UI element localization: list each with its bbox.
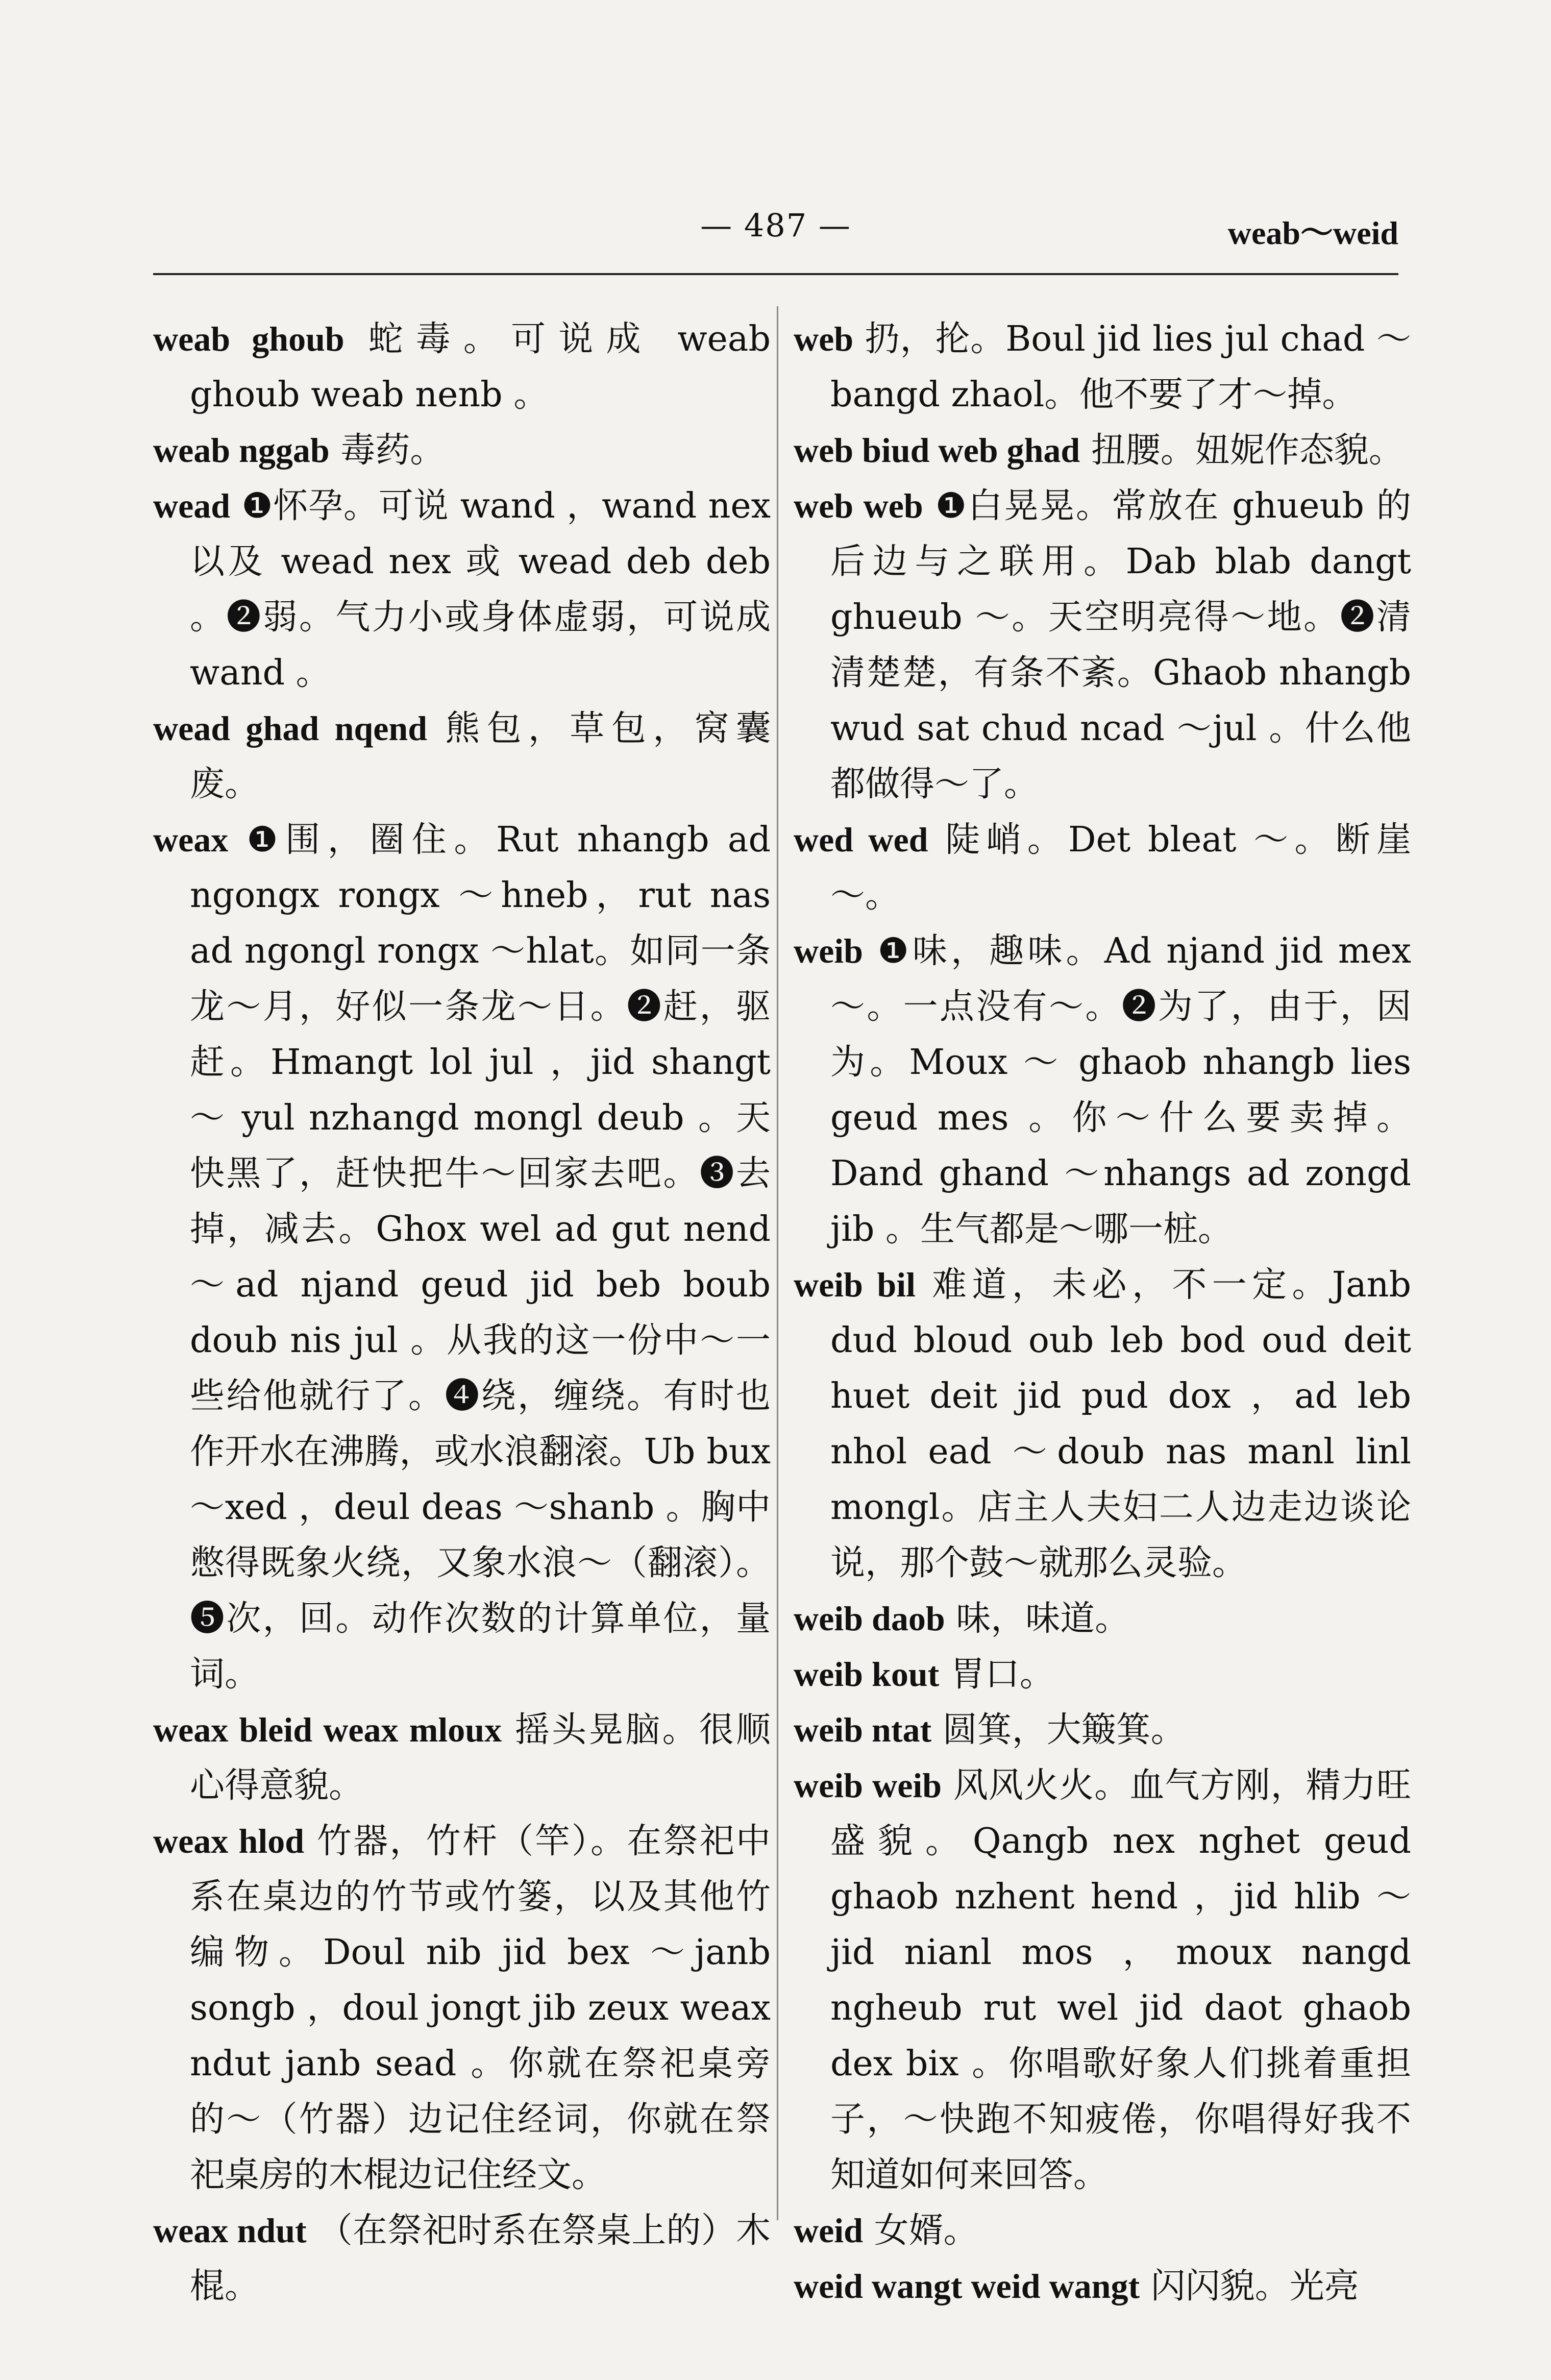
headword: weib ntat bbox=[794, 1710, 932, 1749]
headword: weax bbox=[153, 820, 229, 859]
definition: 扔，抡。Boul jid lies jul chad ～bangd zhaol。他不要了才～掉。 bbox=[830, 319, 1411, 415]
headword: weid wangt weid wangt bbox=[794, 2267, 1140, 2305]
definition: （在祭祀时系在祭桌上的）木棍。 bbox=[190, 2211, 771, 2307]
definition: 扭腰。妞妮作态貌。 bbox=[1091, 430, 1404, 471]
dictionary-entry bbox=[794, 311, 1411, 423]
dictionary-entry bbox=[794, 1758, 1411, 2203]
headword: wead ghad nqend bbox=[153, 709, 428, 748]
definition: 熊包，草包，窝囊废。 bbox=[190, 708, 771, 804]
dictionary-entry bbox=[153, 311, 771, 423]
dictionary-entry bbox=[794, 2203, 1411, 2259]
definition: 女婿。 bbox=[874, 2211, 978, 2251]
dictionary-entry bbox=[153, 701, 771, 812]
dictionary-entry bbox=[794, 1702, 1411, 1758]
dictionary-entry bbox=[153, 423, 771, 478]
definition: 摇头晃脑。很顺心得意貌。 bbox=[190, 1710, 771, 1806]
definition: 圆箕，大簸箕。 bbox=[942, 1710, 1186, 1750]
dictionary-entry bbox=[153, 812, 771, 1702]
headword: weib daob bbox=[794, 1599, 945, 1638]
dictionary-entry bbox=[153, 1813, 771, 2203]
dictionary-entry bbox=[794, 478, 1411, 812]
dictionary-entry bbox=[153, 1702, 771, 1813]
dictionary-entry bbox=[794, 923, 1411, 1257]
headword: web biud web ghad bbox=[794, 431, 1080, 470]
definition: ❶围，圈住。Rut nhangb ad ngongx rongx ～hneb，rut nas ad ngongl rongx ～hlat。如同一条龙～月，好似一条龙～日。❷赶，驱赶。Hmangt lol jul ，jid shangt ～ yul nzhangd mongl deub 。天快黑了，赶快把牛～回家去吧。❸去掉，减去。Ghox wel ad gut nend ～ad njand geud jid beb boub doub nis jul 。从我的这一份中～一些给他就行了。❹绕，缠绕。有时也作开水在沸腾，或水浪翻滚。Ub bux ～xed ，deul deas ～shanb 。胸中憋得既象火绕，又象水浪～（翻滚）。❺次，回。动作次数的计算单位，量词。 bbox=[190, 820, 771, 1695]
dictionary-entry bbox=[794, 2259, 1411, 2314]
headword: wed wed bbox=[794, 820, 928, 859]
dictionary-entry bbox=[153, 478, 771, 701]
headword: web bbox=[794, 320, 854, 358]
headword: weib bbox=[794, 931, 863, 970]
dictionary-entry bbox=[794, 1647, 1411, 1702]
dictionary-entry bbox=[794, 1591, 1411, 1647]
definition: ❶白晃晃。常放在 ghueub 的后边与之联用。Dab blab dangt ghueub ～。天空明亮得～地。❷清清楚楚，有条不紊。Ghaob nhangb wud sat chud ncad ～jul 。什么他都做得～了。 bbox=[830, 486, 1411, 804]
column-divider bbox=[777, 306, 778, 2220]
definition: 难道，未必，不一定。Janb dud bloud oub leb bod oud deit huet deit jid pud dox ，ad leb nhol ead ～doub nas manl linl mongl。店主人夫妇二人边走边谈论说，那个鼓～就那么灵验。 bbox=[830, 1265, 1411, 1583]
headword: weax ndut bbox=[153, 2211, 307, 2250]
headword: weid bbox=[794, 2211, 863, 2250]
headword: weib kout bbox=[794, 1655, 940, 1694]
running-head: weab～weid bbox=[1227, 215, 1398, 251]
headword: wead bbox=[153, 486, 231, 525]
headword: weib bil bbox=[794, 1265, 916, 1304]
dictionary-entry bbox=[153, 2203, 771, 2314]
dictionary-entry bbox=[794, 812, 1411, 923]
definition: 味，味道。 bbox=[956, 1599, 1130, 1639]
page-number: — 487 — bbox=[700, 207, 851, 244]
headword: weax hlod bbox=[153, 1822, 305, 1860]
dictionary-entry bbox=[794, 423, 1411, 478]
definition: 闪闪貌。光亮 bbox=[1150, 2266, 1359, 2307]
definition: 蛇毒。可说成 weab ghoub weab nenb 。 bbox=[190, 319, 771, 415]
dictionary-entry bbox=[794, 1257, 1411, 1591]
left-column bbox=[153, 311, 771, 2314]
header-rule bbox=[153, 273, 1398, 275]
headword: weax bleid weax mloux bbox=[153, 1710, 502, 1749]
headword: weab nggab bbox=[153, 431, 330, 470]
definition: ❶怀孕。可说 wand ，wand nex 以及 wead nex 或 wead deb deb 。❷弱。气力小或身体虚弱，可说成 wand 。 bbox=[190, 486, 771, 693]
definition: 胃口。 bbox=[950, 1654, 1054, 1695]
headword: web web bbox=[794, 486, 923, 525]
definition: 竹器，竹杆（竿）。在祭祀中系在桌边的竹节或竹篓，以及其他竹编物。Doul nib jid bex ～janb songb ，doul jongt jib zeux weax ndut janb sead 。你就在祭祀桌旁的～（竹器）边记住经词，你就在祭祀桌房的木棍边记住经文。 bbox=[190, 1821, 771, 2195]
definition: 毒药。 bbox=[340, 430, 445, 471]
definition: 风风火火。血气方刚，精力旺盛貌。Qangb nex nghet geud ghaob nzhent hend ，jid hlib ～jid nianl mos ，moux nangd ngheub rut wel jid daot ghaob dex bix 。你唱歌好象人们挑着重担子，～快跑不知疲倦，你唱得好我不知道如何来回答。 bbox=[830, 1765, 1411, 2195]
page-header bbox=[153, 202, 1398, 278]
right-column bbox=[794, 311, 1411, 2314]
definition: ❶味，趣味。Ad njand jid mex ～。一点没有～。❷为了，由于，因为。Moux ～ ghaob nhangb lies geud mes 。你～什么要卖掉。Dand ghand ～nhangs ad zongd jib 。生气都是～哪一桩。 bbox=[830, 931, 1411, 1249]
headword: weib weib bbox=[794, 1766, 942, 1805]
headword: weab ghoub bbox=[153, 320, 344, 358]
definition: 陡峭。Det bleat ～。断崖～。 bbox=[830, 820, 1411, 916]
